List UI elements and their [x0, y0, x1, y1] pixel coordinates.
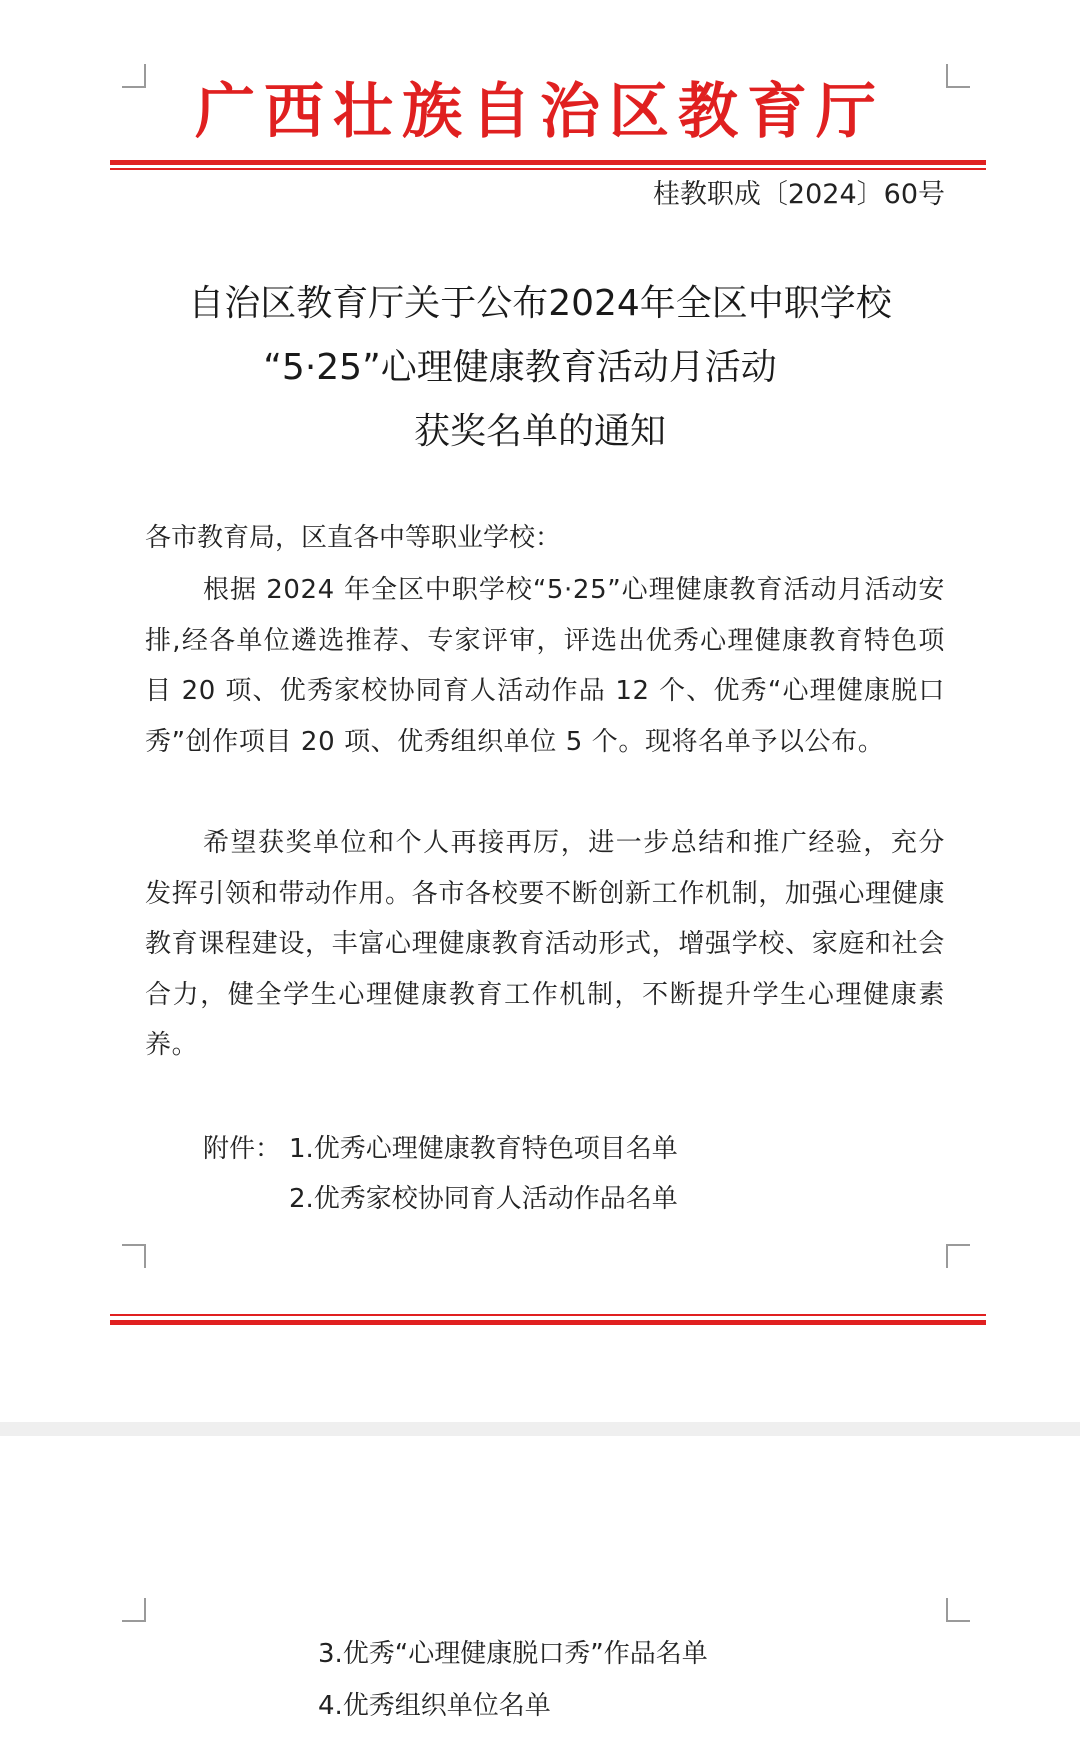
body-paragraph-2: 希望获奖单位和个人再接再厉，进一步总结和推广经验，充分发挥引领和带动作用。各市各校要不断创新工作机制，加强心理健康教育课程建设，丰富心理健康教育活动形式，增强学校、家庭和社会合力，健全学生心理健康教育工作机制，不断提升学生心理健康素养。	[145, 828, 945, 1060]
document-page-2	[0, 1436, 1080, 1757]
agency-header: 广西壮族自治区教育厅	[195, 77, 885, 147]
margin-corner-bottom-left	[122, 1244, 146, 1268]
document-number: 桂教职成〔2024〕60号	[652, 179, 945, 210]
margin-corner-bottom-right	[946, 1244, 970, 1268]
header-red-rule-thin	[110, 168, 986, 170]
footer-red-rule	[110, 1320, 986, 1325]
document-title-line-2: “5·25”心理健康教育活动月活动	[263, 347, 777, 388]
page2-margin-corner-right	[946, 1598, 970, 1622]
page2-margin-corner-left	[122, 1598, 146, 1622]
page-separator	[0, 1422, 1080, 1436]
attachment-item-3: 3.优秀“心理健康脱口秀”作品名单	[318, 1639, 708, 1669]
document-title-line-3: 获奖名单的通知	[413, 411, 666, 452]
attachment-item-1: 1.优秀心理健康教育特色项目名单	[289, 1134, 678, 1164]
attachment-item-4: 4.优秀组织单位名单	[318, 1691, 551, 1721]
attachments-label: 附件：	[203, 1134, 282, 1164]
document-title-line-1: 自治区教育厅关于公布2024年全区中职学校	[188, 283, 892, 324]
salutation: 各市教育局，区直各中等职业学校：	[145, 523, 562, 553]
body-paragraph-1: 根据 2024 年全区中职学校“5·25”心理健康教育活动月活动安排,经各单位遴选推荐、专家评审，评选出优秀心理健康教育特色项目 20 项、优秀家校协同育人活动作品 12 个、优秀“心理健康脱口秀”创作项目 20 项、优秀组织单位 5 个。现将名单予以公布。	[145, 575, 945, 757]
attachment-item-2: 2.优秀家校协同育人活动作品名单	[289, 1184, 678, 1214]
footer-red-rule-thin	[110, 1314, 986, 1316]
header-red-rule	[110, 160, 986, 165]
